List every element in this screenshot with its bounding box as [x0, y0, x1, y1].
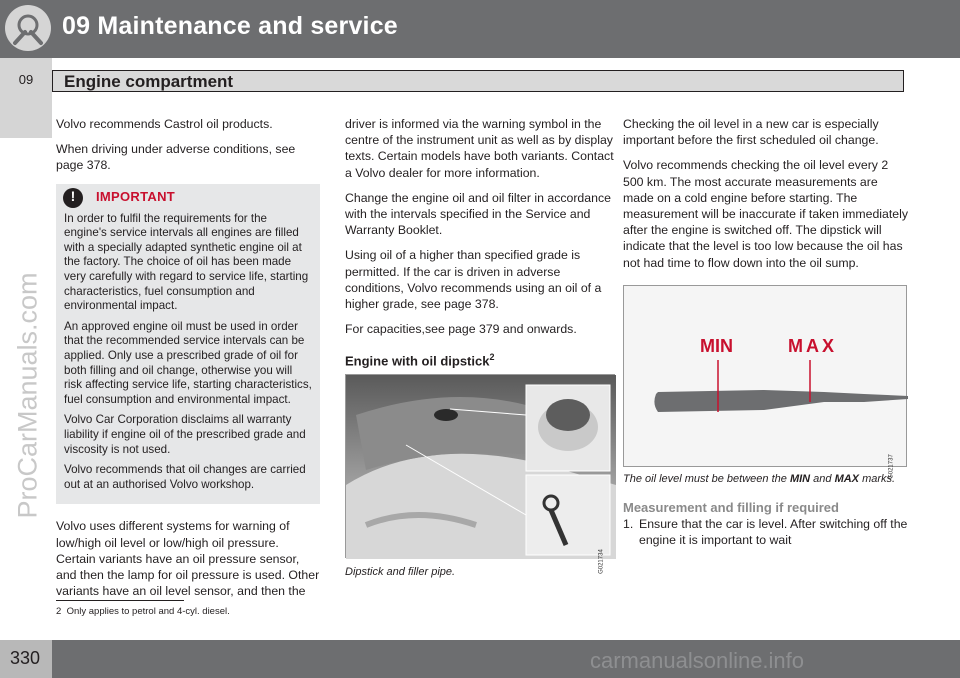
page-number: 330	[10, 648, 41, 668]
footnote-divider	[56, 600, 184, 601]
page-footer	[0, 640, 960, 678]
measurement-heading: Measurement and filling if required	[623, 499, 839, 515]
section-title: Engine compartment	[64, 72, 234, 91]
image-code: G021734	[598, 548, 605, 574]
min-label: MIN	[700, 335, 733, 356]
footer-watermark: carmanualsonline.info	[590, 648, 805, 673]
paragraph: Volvo uses different systems for warning of low/high oil level or low/high oil pressure. Certain variants have an oil pressure sensor, and then the lamp for oil pressure is used. Other variants have an oil level sensor, and then the	[56, 519, 320, 599]
important-paragraph: An approved engine oil must be used in order that the recommended service intervals can be applied. Only use a prescribed grade of oil for both filling and oil change, otherwise you will risk affecting service life, starting characteristics, fuel consumption and environmental impact.	[64, 319, 312, 406]
paragraph: Volvo recommends Castrol oil products.	[56, 117, 273, 131]
paragraph: Using oil of a higher than specified grade is permitted. If the car is driven in adverse conditions, Volvo recommends using an oil of a higher grade, see page 378.	[345, 248, 602, 312]
important-paragraph: In order to fulfil the requirements for the engine's service intervals all engines are filled with a specially adapted synthetic engine oil at the factory. The choice of oil has been made very carefully with regard to service life, starting characteristics, fuel consumption and environmental impact.	[64, 211, 309, 313]
list-item: 1. Ensure that the car is level. After switching off the engine it is important to wait	[623, 517, 908, 548]
engine-caption: Dipstick and filler pipe.	[345, 565, 456, 578]
important-box	[56, 184, 320, 505]
dipstick-illustration	[624, 286, 908, 468]
important-label: IMPORTANT	[96, 188, 176, 204]
paragraph: For capacities,see page 379 and onwards.	[345, 322, 577, 337]
engine-heading: Engine with oil dipstick$^2$	[345, 352, 495, 369]
side-watermark: ProCarManuals.com	[12, 272, 43, 519]
important-paragraph: Volvo Car Corporation disclaims all warranty liability if engine oil of the prescribed grade and viscosity is not used.	[64, 413, 306, 456]
chapter-icon	[3, 3, 53, 53]
warning-icon	[63, 188, 83, 208]
image-code: G021737	[888, 453, 895, 479]
chapter-side-tab	[0, 58, 52, 138]
paragraph: When driving under adverse conditions, see page 378.	[56, 142, 296, 173]
paragraph: Volvo recommends checking the oil level every 2 500 km. The most accurate measurements are made on a cold engine before starting. The measurement will be inaccurate if taken immediately after the engine is switched off. The dipstick will indicate that the level is too low because the oil has not had time to flow down into the oil sump.	[623, 158, 909, 270]
chapter-number: 09	[18, 72, 34, 87]
max-label: MAX	[788, 335, 837, 356]
column-1	[56, 116, 320, 608]
dipstick-caption: The oil level must be between the MIN and MAX marks.	[623, 472, 896, 485]
chapter-title: 09 Maintenance and service	[62, 12, 398, 40]
paragraph: Change the engine oil and oil filter in accordance with the intervals specified in the Service and Warranty Booklet.	[345, 190, 611, 238]
engine-illustration	[346, 375, 616, 559]
important-paragraph: Volvo recommends that oil changes are carried out at an authorised Volvo workshop.	[64, 463, 306, 491]
footnote: 2 Only applies to petrol and 4-cyl. diesel.	[56, 606, 230, 617]
paragraph: driver is informed via the warning symbol in the centre of the instrument unit as well as by display texts. Certain models have both variants. Contact a Volvo dealer for more information.	[345, 117, 614, 180]
column-2	[345, 116, 615, 580]
column-3	[623, 116, 908, 548]
paragraph: Checking the oil level in a new car is especially important before the first scheduled oil change.	[623, 117, 879, 148]
footnote-ref: 2	[489, 352, 495, 363]
